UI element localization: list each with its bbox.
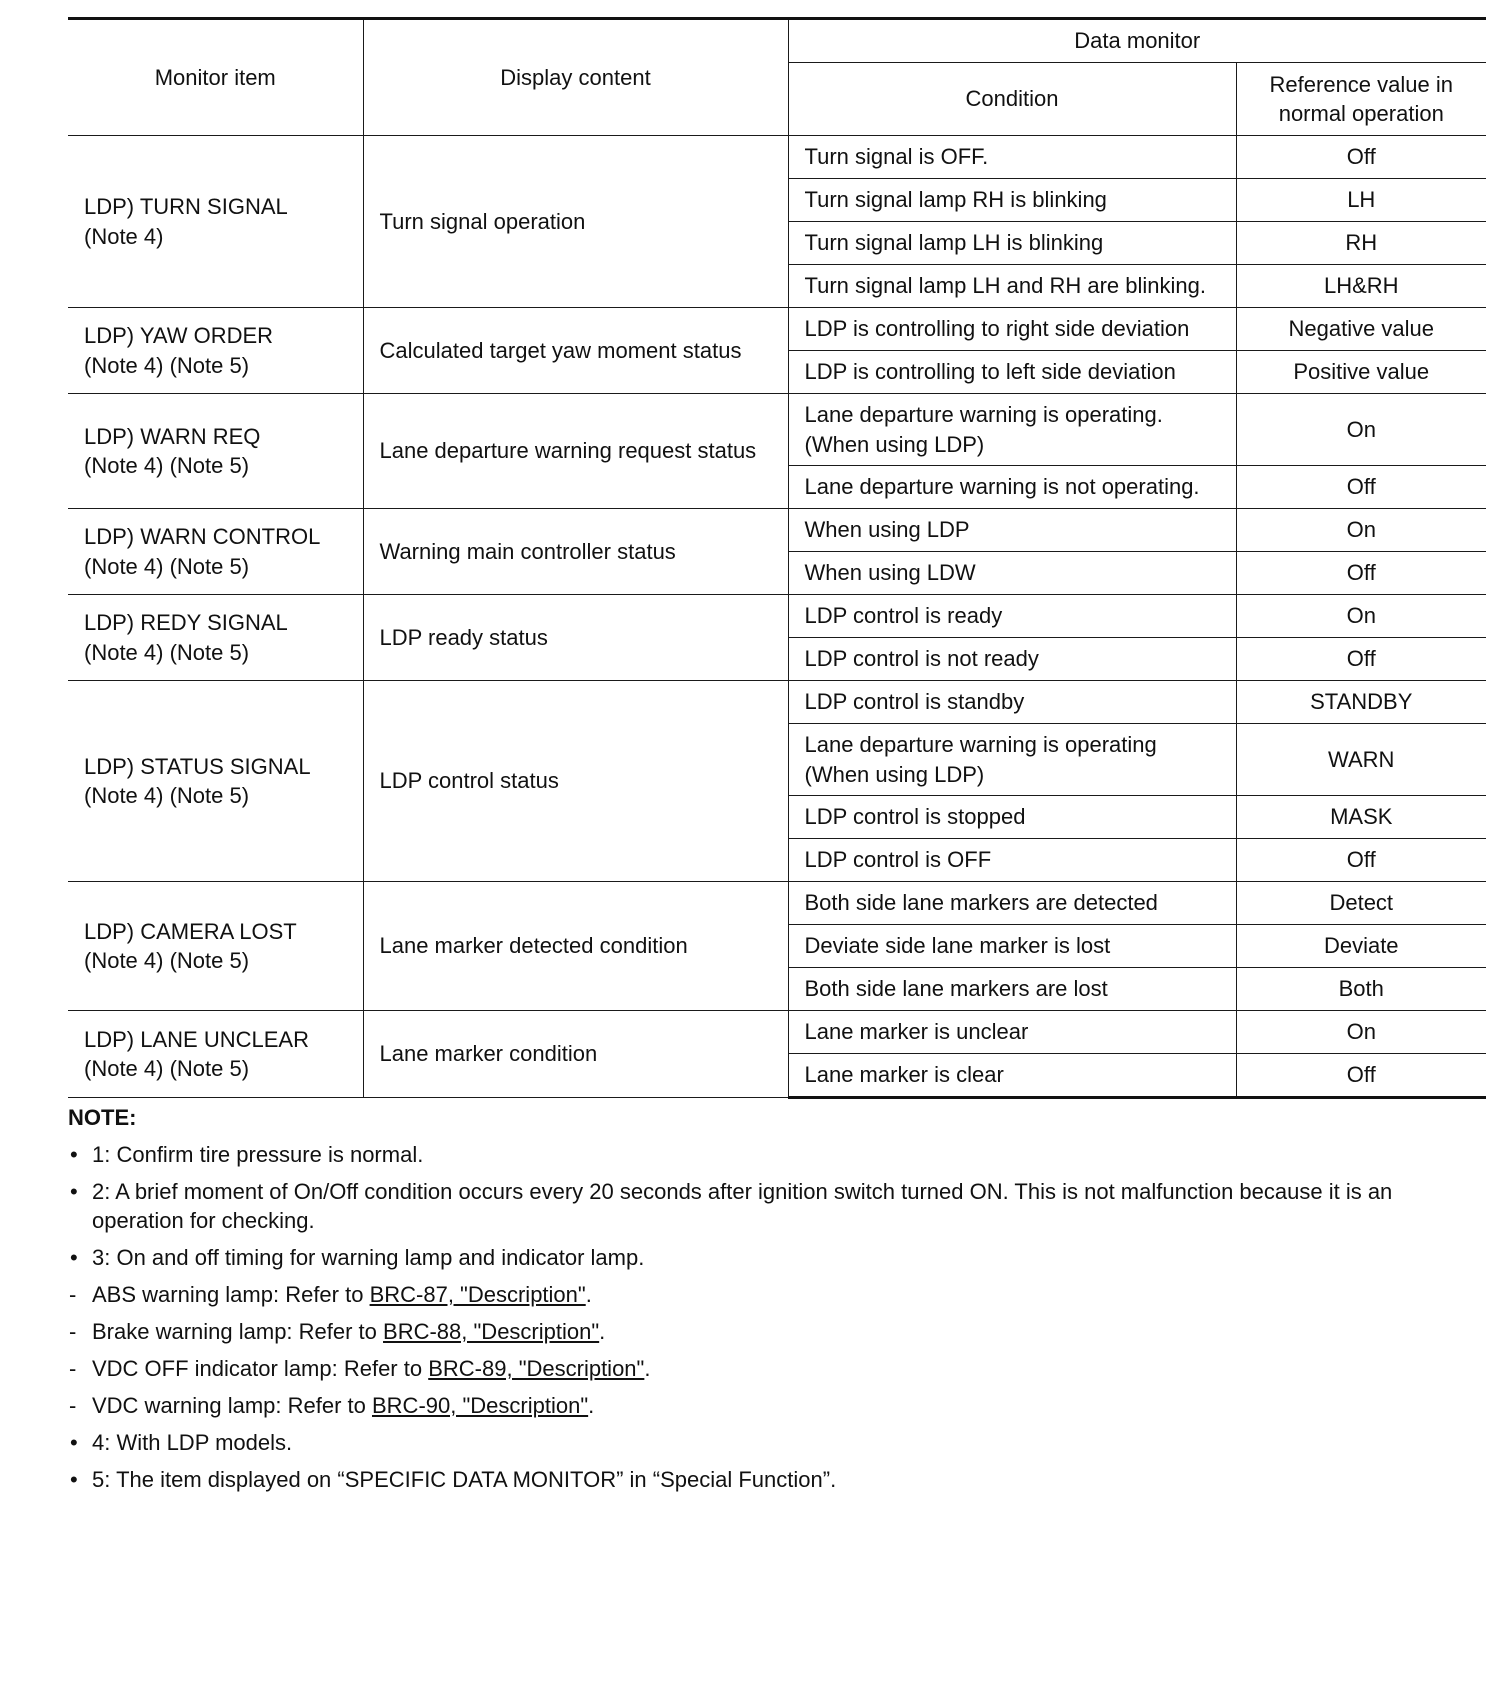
monitor-item-text: LDP) STATUS SIGNAL xyxy=(84,753,311,779)
table-header xyxy=(68,19,1486,136)
monitor-item-cell xyxy=(68,394,363,509)
reference-value-cell: LH&RH xyxy=(1236,265,1486,308)
condition-cell: LDP control is stopped xyxy=(788,796,1236,839)
condition-cell: Lane marker is unclear xyxy=(788,1011,1236,1054)
note-suffix: . xyxy=(588,1393,595,1419)
note-text: 5: The item displayed on “SPECIFIC DATA MONITOR” in “Special Function”. xyxy=(92,1467,837,1493)
note-item xyxy=(68,1317,1486,1346)
reference-value-cell: On xyxy=(1236,1011,1486,1054)
condition-cell: Lane marker is clear xyxy=(788,1054,1236,1098)
monitor-item-cell xyxy=(68,882,363,1011)
monitor-item-cell xyxy=(68,509,363,595)
note-item xyxy=(68,1354,1486,1383)
reference-value-cell: STANDBY xyxy=(1236,681,1486,724)
bullet-icon: • xyxy=(70,1245,78,1271)
note-item xyxy=(68,1391,1486,1420)
table-row xyxy=(68,595,1486,638)
reference-value-cell: Off xyxy=(1236,552,1486,595)
note-item xyxy=(68,1243,1486,1272)
header-monitor-item: Monitor item xyxy=(68,19,363,136)
monitor-item-text: LDP) TURN SIGNAL xyxy=(84,194,288,220)
reference-value-cell: Off xyxy=(1236,466,1486,509)
monitor-item-text: LDP) LANE UNCLEAR xyxy=(84,1026,309,1052)
note-text: ABS warning lamp: Refer to xyxy=(92,1282,370,1308)
data-monitor-table xyxy=(68,17,1486,1099)
condition-cell: When using LDW xyxy=(788,552,1236,595)
condition-cell: Turn signal lamp RH is blinking xyxy=(788,179,1236,222)
reference-link[interactable]: BRC-89, "Description" xyxy=(428,1356,645,1382)
reference-value-cell: Off xyxy=(1236,638,1486,681)
bullet-icon: • xyxy=(70,1179,78,1205)
reference-value-cell: MASK xyxy=(1236,796,1486,839)
note-item xyxy=(68,1465,1486,1494)
condition-cell: LDP control is OFF xyxy=(788,839,1236,882)
note-text: VDC OFF indicator lamp: Refer to xyxy=(92,1356,429,1382)
dash-marker: - xyxy=(69,1393,77,1419)
condition-cell: LDP control is standby xyxy=(788,681,1236,724)
monitor-item-text: LDP) CAMERA LOST xyxy=(84,918,297,944)
header-data-monitor: Data monitor xyxy=(788,19,1486,63)
reference-value-cell: RH xyxy=(1236,222,1486,265)
display-content-cell: Lane marker condition xyxy=(363,1011,788,1098)
reference-value-cell: Detect xyxy=(1236,882,1486,925)
header-display-content: Display content xyxy=(363,19,788,136)
monitor-item-cell xyxy=(68,1011,363,1098)
reference-link[interactable]: BRC-87, "Description" xyxy=(369,1282,586,1308)
table-row xyxy=(68,308,1486,351)
display-content-cell: Calculated target yaw moment status xyxy=(363,308,788,394)
note-text: 2: A brief moment of On/Off condition occurs every 20 seconds after ignition switch turned ON. This is not malfunction because it is an operation for checking. xyxy=(92,1179,1393,1234)
bullet-icon: • xyxy=(70,1430,78,1456)
display-content-cell: LDP control status xyxy=(363,681,788,882)
monitor-item-text: (Note 4) (Note 5) xyxy=(84,1056,250,1081)
monitor-item-text: LDP) REDY SIGNAL xyxy=(84,610,288,636)
display-content-cell: Lane departure warning request status xyxy=(363,394,788,509)
monitor-item-text: LDP) WARN REQ xyxy=(84,423,261,449)
monitor-item-text: (Note 4) xyxy=(84,223,164,249)
note-text: 1: Confirm tire pressure is normal. xyxy=(92,1142,424,1168)
table-row xyxy=(68,1011,1486,1054)
document xyxy=(68,17,1486,1502)
note-item xyxy=(68,1140,1486,1169)
monitor-item-text: (Note 4) (Note 5) xyxy=(84,948,250,973)
reference-value-cell: LH xyxy=(1236,179,1486,222)
condition-cell: Deviate side lane marker is lost xyxy=(788,925,1236,968)
monitor-item-text: (Note 4) (Note 5) xyxy=(84,453,250,478)
note-text: VDC warning lamp: Refer to xyxy=(92,1393,372,1419)
reference-value-cell: Both xyxy=(1236,968,1486,1011)
condition-text: (When using LDP) xyxy=(804,761,985,787)
monitor-item-cell xyxy=(68,595,363,681)
condition-cell: LDP is controlling to left side deviation xyxy=(788,351,1236,394)
reference-value-cell: Positive value xyxy=(1236,351,1486,394)
reference-value-cell: Negative value xyxy=(1236,308,1486,351)
condition-text: Lane departure warning is operating xyxy=(804,732,1157,758)
condition-cell: When using LDP xyxy=(788,509,1236,552)
reference-value-cell: On xyxy=(1236,595,1486,638)
condition-cell: Turn signal lamp LH and RH are blinking. xyxy=(788,265,1236,308)
table-body xyxy=(68,136,1486,1098)
monitor-item-cell xyxy=(68,136,363,308)
display-content-cell: Turn signal operation xyxy=(363,136,788,308)
monitor-item-cell xyxy=(68,308,363,394)
note-suffix: . xyxy=(585,1282,592,1308)
condition-cell: Turn signal lamp LH is blinking xyxy=(788,222,1236,265)
reference-value-cell: On xyxy=(1236,394,1486,466)
note-suffix: . xyxy=(644,1356,651,1382)
table-row xyxy=(68,882,1486,925)
note-item xyxy=(68,1177,1486,1235)
condition-text: Lane departure warning is operating. xyxy=(804,402,1163,428)
table-row xyxy=(68,136,1486,179)
reference-value-cell: Off xyxy=(1236,839,1486,882)
header-condition: Condition xyxy=(788,63,1236,136)
note-text: 4: With LDP models. xyxy=(92,1430,293,1456)
display-content-cell: LDP ready status xyxy=(363,595,788,681)
note-text: 3: On and off timing for warning lamp and indicator lamp. xyxy=(92,1245,645,1271)
dash-marker: - xyxy=(69,1319,77,1345)
note-suffix: . xyxy=(599,1319,606,1345)
reference-value-cell: On xyxy=(1236,509,1486,552)
note-item xyxy=(68,1280,1486,1309)
notes-section xyxy=(68,1103,1486,1494)
condition-cell: LDP is controlling to right side deviation xyxy=(788,308,1236,351)
dash-marker: - xyxy=(69,1282,77,1308)
bullet-icon: • xyxy=(70,1142,78,1168)
monitor-item-text: LDP) YAW ORDER xyxy=(84,323,274,349)
reference-link[interactable]: BRC-90, "Description" xyxy=(372,1393,589,1419)
table-row xyxy=(68,509,1486,552)
condition-cell: Both side lane markers are lost xyxy=(788,968,1236,1011)
condition-cell: LDP control is not ready xyxy=(788,638,1236,681)
notes-list xyxy=(68,1140,1486,1494)
reference-value-cell: Off xyxy=(1236,136,1486,179)
display-content-cell: Warning main controller status xyxy=(363,509,788,595)
condition-cell xyxy=(788,394,1236,466)
header-reference-value: Reference value in normal operation xyxy=(1236,63,1486,136)
monitor-item-text: LDP) WARN CONTROL xyxy=(84,524,321,550)
note-text: Brake warning lamp: Refer to xyxy=(92,1319,384,1345)
table-row xyxy=(68,681,1486,724)
monitor-item-text: (Note 4) (Note 5) xyxy=(84,352,250,378)
reference-link[interactable]: BRC-88, "Description" xyxy=(383,1319,600,1345)
condition-cell: LDP control is ready xyxy=(788,595,1236,638)
note-item xyxy=(68,1428,1486,1457)
bullet-icon: • xyxy=(70,1467,78,1493)
condition-cell: Both side lane markers are detected xyxy=(788,882,1236,925)
table-row xyxy=(68,394,1486,466)
condition-text: (When using LDP) xyxy=(804,431,985,457)
reference-value-cell: Off xyxy=(1236,1054,1486,1098)
condition-cell: Turn signal is OFF. xyxy=(788,136,1236,179)
monitor-item-text: (Note 4) (Note 5) xyxy=(84,553,250,579)
display-content-cell: Lane marker detected condition xyxy=(363,882,788,1011)
reference-value-cell: Deviate xyxy=(1236,925,1486,968)
dash-marker: - xyxy=(69,1356,77,1382)
condition-cell xyxy=(788,724,1236,796)
condition-cell: Lane departure warning is not operating. xyxy=(788,466,1236,509)
monitor-item-text: (Note 4) (Note 5) xyxy=(84,783,250,808)
monitor-item-text: (Note 4) (Note 5) xyxy=(84,639,250,665)
notes-title: NOTE: xyxy=(68,1105,137,1130)
monitor-item-cell xyxy=(68,681,363,882)
reference-value-cell: WARN xyxy=(1236,724,1486,796)
